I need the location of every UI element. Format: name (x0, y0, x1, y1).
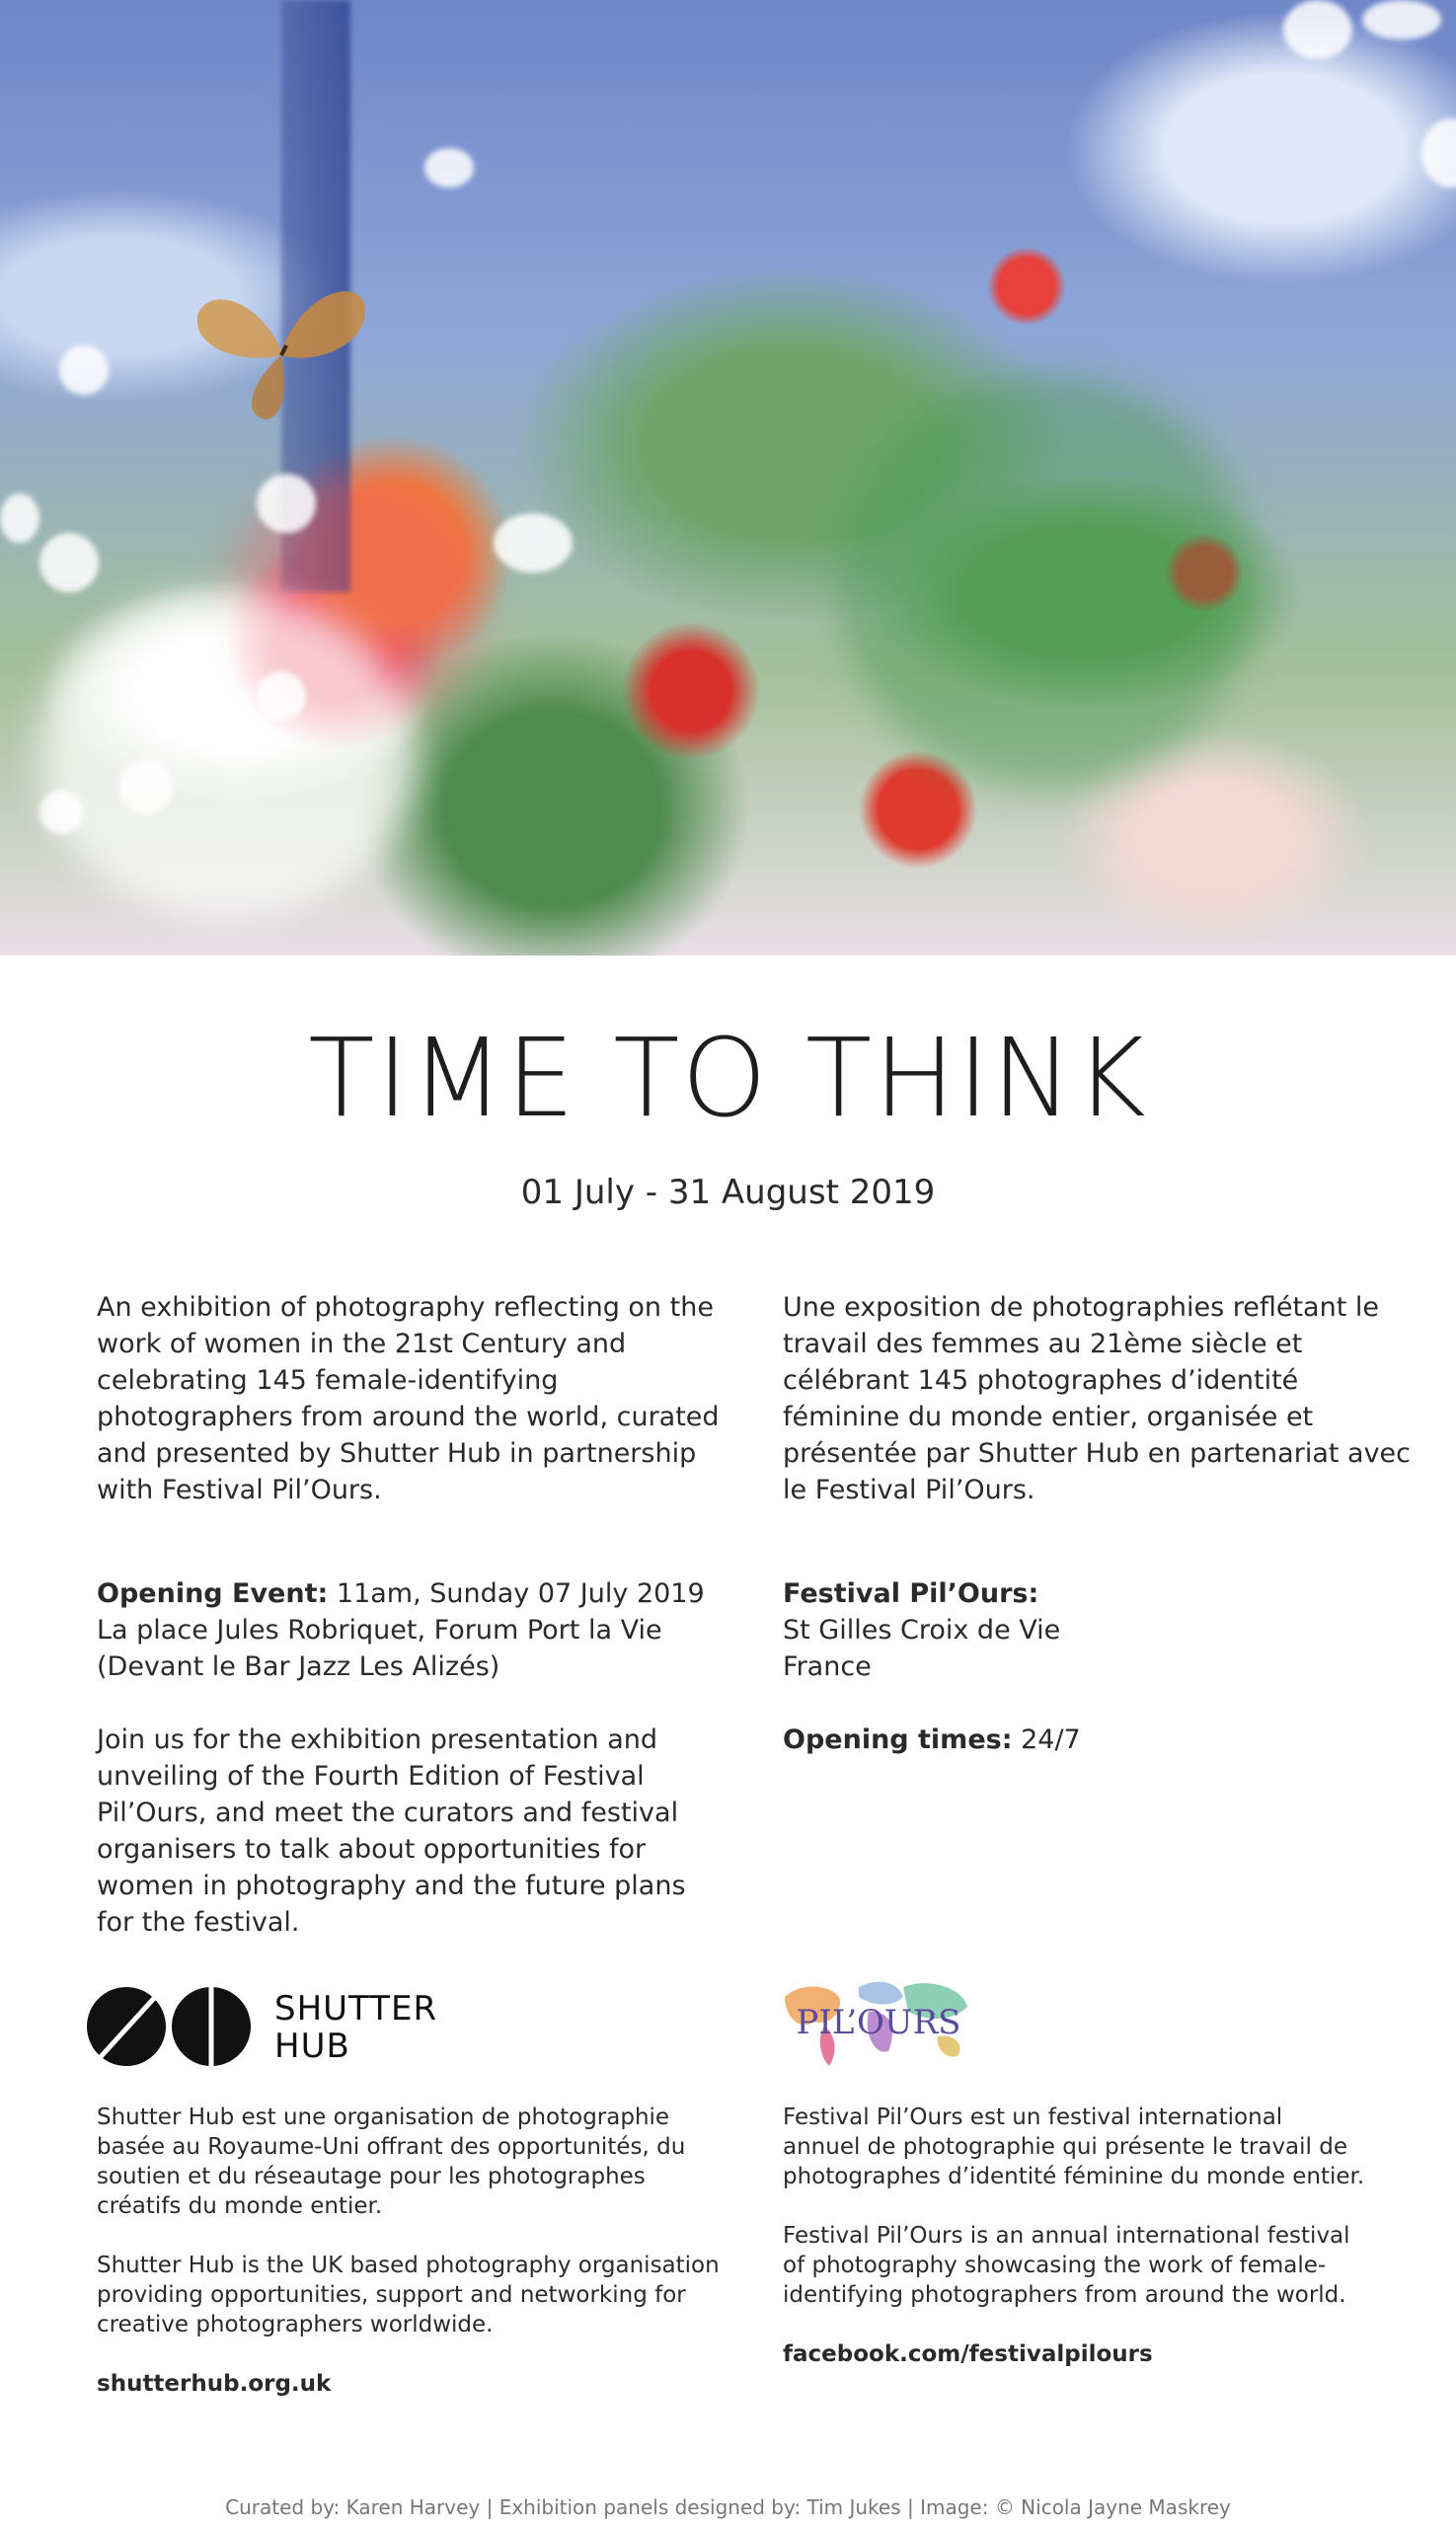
bokeh (1421, 118, 1456, 188)
bokeh (39, 790, 84, 834)
opening-event-value: 11am, Sunday 07 July 2019 (328, 1578, 705, 1609)
intro-english (97, 1289, 728, 1508)
exhibition-title: TIME TO THINK (308, 1015, 1148, 1141)
shutter-hub-french: Shutter Hub est une organisation de photographie basée au Royaume-Uni offrant des opportunités, du soutien et du réseautage pour les photographes créatifs du monde entier. (97, 2105, 686, 2219)
bokeh (59, 345, 109, 395)
bokeh (1283, 0, 1352, 59)
bokeh (39, 533, 99, 592)
bokeh (0, 494, 39, 543)
pilours-french: Festival Pil’Ours est un festival international annuel de photographie qui présente le travail de photographes d’identité féminine du monde entier. (783, 2105, 1365, 2189)
hero-blur-white (39, 592, 415, 918)
opening-event-venue-note: (Devant le Bar Jazz Les Alizés) (97, 1651, 500, 1682)
bokeh (257, 474, 316, 533)
shutter-hub-logo (87, 1982, 482, 2071)
opening-times-line (783, 1722, 1415, 1758)
opening-times-label: Opening times: (783, 1724, 1013, 1755)
pilours-link[interactable]: facebook.com/festivalpilours (783, 2341, 1153, 2367)
credits-footer: Curated by: Karen Harvey | Exhibition panels designed by: Tim Jukes | Image: © Nicola Jayne Maskrey (225, 2495, 1231, 2519)
intro-french (783, 1289, 1415, 1508)
bokeh (494, 513, 573, 573)
exhibition-dates: 01 July - 31 August 2019 (520, 1173, 936, 1212)
bokeh (118, 760, 173, 814)
world-map-icon (780, 1972, 977, 2071)
festival-town: St Gilles Croix de Vie (783, 1615, 1061, 1646)
opening-event-block (97, 1575, 728, 1941)
intro-french-text: Une exposition de photographies reflétant le travail des femmes au 21ème siècle et célébrant 145 photographes d’identité féminine du monde entier, organisée et présentée par Shutter Hub en partenariat avec le Festival Pil’Ours. (783, 1292, 1412, 1505)
opening-event-venue: La place Jules Robriquet, Forum Port la Vie (97, 1615, 662, 1646)
shutter-hub-english: Shutter Hub is the UK based photography organisation providing opportunities, support and networking for creative photographers worldwide. (97, 2253, 720, 2337)
shutter-hub-logo-icon (87, 1982, 255, 2071)
opening-event-label: Opening Event: (97, 1578, 329, 1609)
butterfly-icon (197, 276, 365, 424)
bokeh (1362, 0, 1441, 39)
opening-event-description: Join us for the exhibition presentation and unveiling of the Fourth Edition of Festival Pil’Ours, and meet the curators and festival organisers to talk about opportunities for women in photography and the future plans for the festival. (97, 1724, 686, 1938)
pilours-description (783, 2103, 1365, 2369)
hero-blur-green (839, 375, 1254, 790)
hero-photo (0, 0, 1456, 956)
opening-event-line (97, 1575, 728, 1612)
bokeh (424, 148, 474, 188)
opening-times-value: 24/7 (1012, 1724, 1081, 1755)
intro-english-text: An exhibition of photography reflecting on the work of women in the 21st Century and celebrating 145 female-identifying photographers from around the world, curated and presented by Shutter Hub in partnership with Festival Pil’Ours. (97, 1292, 720, 1505)
pilours-logo (780, 1972, 977, 2071)
shutter-hub-wordmark (274, 1990, 437, 2065)
shutter-hub-wordmark-line2: HUB (274, 2027, 350, 2066)
festival-info-block (783, 1575, 1415, 1758)
bokeh (257, 671, 306, 721)
shutter-hub-link[interactable]: shutterhub.org.uk (97, 2371, 332, 2397)
pilours-english: Festival Pil’Ours is an annual international festival of photography showcasing the work of female-identifying photographers from around the world. (783, 2223, 1350, 2308)
festival-label: Festival Pil’Ours: (783, 1578, 1039, 1609)
shutter-hub-description (97, 2103, 728, 2399)
shutter-hub-wordmark-line1: SHUTTER (274, 1989, 438, 2029)
festival-country: France (783, 1651, 872, 1682)
pilours-logo-text: PIL’OURS (796, 2003, 961, 2042)
